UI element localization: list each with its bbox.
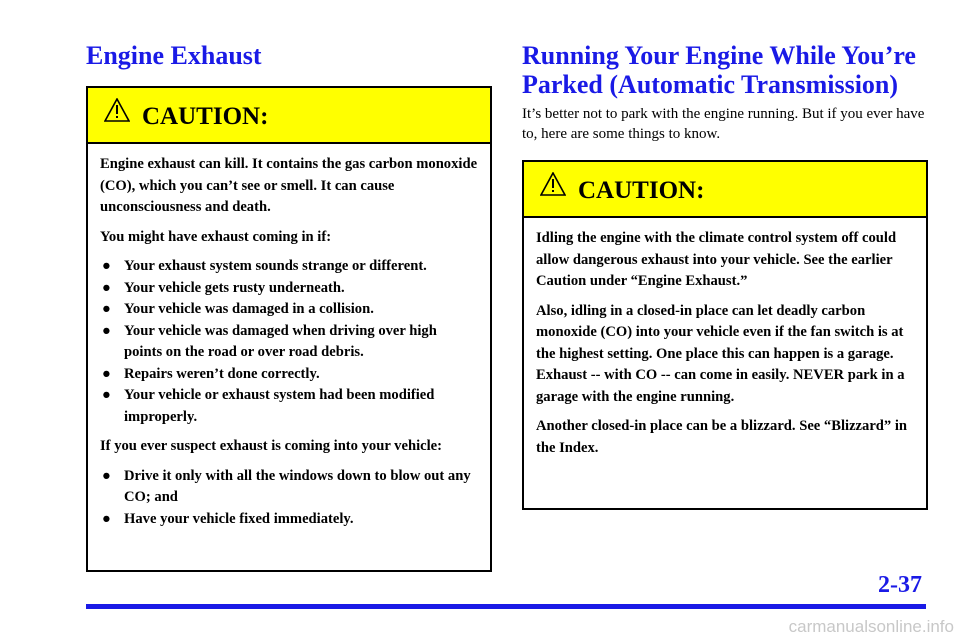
caution-paragraph: Idling the engine with the climate control system off could allow dangerous exhaust into your vehicle. See the earlier Caution under “Engine Exhaust.” — [536, 230, 897, 289]
exhaust-signs-list — [100, 256, 478, 428]
list-item-text: Your vehicle or exhaust system had been modified improperly. — [124, 387, 435, 425]
footer-rule — [86, 604, 926, 609]
engine-exhaust-caution-box — [86, 86, 492, 572]
bullet-icon: ● — [102, 510, 111, 527]
caution-title: CAUTION: — [142, 103, 269, 130]
bullet-icon: ● — [102, 258, 111, 274]
list-item — [100, 256, 478, 278]
watermark: carmanualsonline.info — [788, 617, 954, 636]
bullet-icon: ● — [102, 467, 111, 484]
caution-paragraph: Also, idling in a closed-in place can let deadly carbon monoxide (CO) into your vehicle even if the fan switch is at the highest setting. One place this can happen is a garage. Exhaust -- with CO -- can come in easily. NEVER park in a garage with the engine running. — [536, 302, 905, 405]
exhaust-actions-list — [100, 466, 478, 531]
list-item — [100, 509, 478, 531]
intro-paragraph: It’s better not to park with the engine running. But if you ever have to, here are some things to know. — [522, 106, 925, 142]
engine-exhaust-heading: Engine Exhaust — [86, 41, 262, 70]
bullet-icon: ● — [102, 387, 111, 403]
list-item-text: Have your vehicle fixed immediately. — [124, 510, 354, 527]
running-engine-parked-heading: Running Your Engine While You’re Parked (Automatic Transmission) — [522, 41, 916, 99]
list-item — [100, 466, 478, 509]
list-item — [100, 364, 478, 386]
parked-engine-caution-box — [522, 160, 928, 510]
list-item — [100, 299, 478, 321]
caution-paragraph: Another closed-in place can be a blizzard. See “Blizzard” in the Index. — [536, 418, 908, 456]
caution-title: CAUTION: — [578, 177, 705, 204]
caution-body — [524, 218, 926, 459]
list-item-text: Repairs weren’t done correctly. — [124, 365, 320, 382]
bullet-icon: ● — [102, 301, 111, 317]
list-item-text: Your exhaust system sounds strange or different. — [124, 258, 427, 274]
list-item — [100, 385, 478, 428]
bullet-icon: ● — [102, 365, 111, 382]
caution-paragraph: You might have exhaust coming in if: — [100, 228, 332, 245]
caution-paragraph: Engine exhaust can kill. It contains the gas carbon monoxide (CO), which you can’t see or smell. It can cause unconsciousness and death. — [100, 156, 478, 215]
warning-triangle-icon — [540, 172, 566, 196]
list-item-text: Your vehicle was damaged in a collision. — [124, 301, 374, 317]
list-item-text: Your vehicle was damaged when driving over high points on the road or over road debris. — [124, 322, 437, 360]
caution-paragraph: If you ever suspect exhaust is coming into your vehicle: — [100, 438, 442, 454]
list-item — [100, 278, 478, 300]
page-number: 2-37 — [878, 572, 922, 598]
list-item — [100, 321, 478, 364]
bullet-icon: ● — [102, 322, 111, 339]
list-item-text: Your vehicle gets rusty underneath. — [124, 279, 345, 296]
list-item-text: Drive it only with all the windows down to blow out any CO; and — [124, 467, 471, 505]
caution-body — [88, 144, 490, 530]
warning-triangle-icon — [104, 98, 130, 122]
caution-header — [88, 88, 490, 144]
bullet-icon: ● — [102, 279, 111, 296]
caution-header — [524, 162, 926, 218]
